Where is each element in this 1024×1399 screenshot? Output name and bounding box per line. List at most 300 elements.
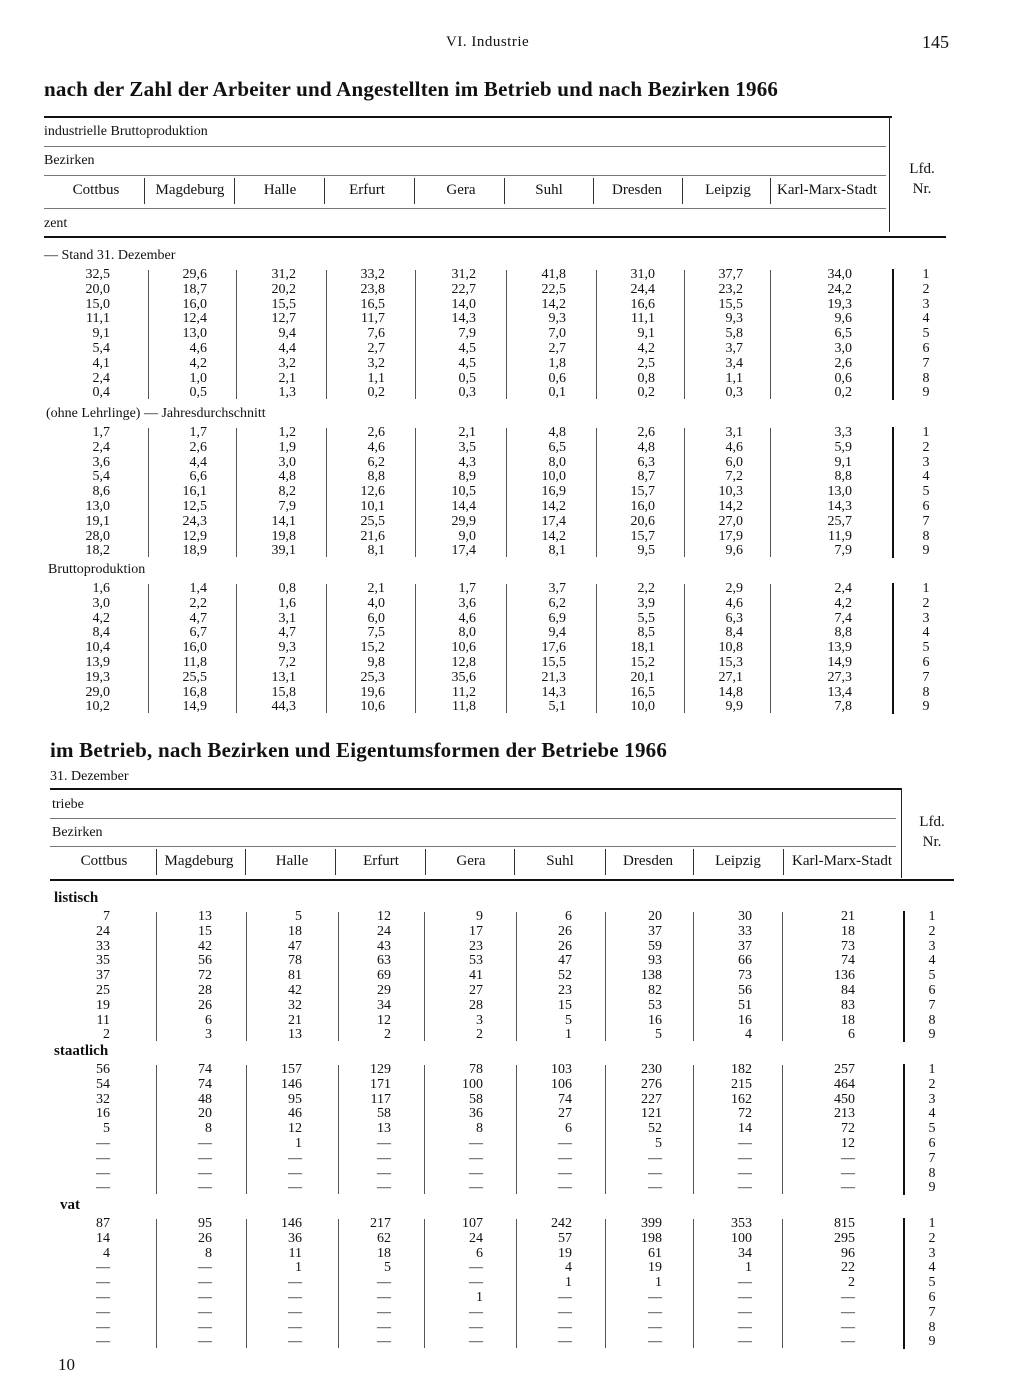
table-cell: — (198, 1260, 212, 1276)
table-cell: 100 (731, 1230, 752, 1246)
section2-rule-1 (50, 818, 896, 819)
block-label: vat (60, 1197, 80, 1213)
table-cell: 37 (738, 938, 752, 954)
table-cell: 13 (288, 1027, 302, 1043)
table-cell: 15,2 (630, 655, 655, 670)
section1-lfd-label (902, 159, 942, 199)
table-cell: 19,1 (85, 513, 110, 529)
table-cell: 14,4 (451, 499, 476, 514)
table-cell: 3,3 (834, 425, 852, 440)
table-cell: 16,5 (630, 684, 655, 700)
column-heading-halle: Halle (263, 182, 297, 198)
table-cell: — (558, 1165, 572, 1181)
table-cell: — (198, 1136, 212, 1151)
table-cell: 17,4 (541, 513, 566, 529)
row-number: 1 (928, 1216, 936, 1231)
section1-title: nach der Zahl der Arbeiter und Angestellten im Betrieb und nach Bezirken 1966 (44, 77, 779, 101)
table-cell: — (377, 1165, 391, 1181)
table-cell: 7 (103, 909, 110, 924)
column-heading-cottbus: Cottbus (80, 853, 128, 869)
column-heading-karl-marx-stadt: Karl-Marx-Stadt (777, 182, 877, 198)
table-cell: 213 (834, 1106, 855, 1122)
table-cell: 2,4 (92, 439, 110, 455)
table-cell: 17 (469, 923, 483, 939)
block-label: Bruttoproduktion (48, 562, 146, 577)
table-cell: — (469, 1165, 483, 1181)
row-number: 3 (922, 296, 930, 312)
table-cell: 4 (745, 1027, 752, 1043)
table-cell: 6,3 (637, 454, 655, 470)
row-number: 9 (922, 543, 930, 559)
table-cell: 2,6 (834, 355, 852, 371)
column-heading-cottbus: Cottbus (72, 182, 120, 198)
table-cell: 8 (205, 1245, 212, 1261)
table-cell: 36 (469, 1106, 483, 1122)
table-cell: 4,1 (92, 355, 110, 371)
table-cell: — (377, 1334, 391, 1350)
table-cell: 16 (648, 1012, 662, 1028)
table-cell: — (288, 1165, 302, 1181)
table-cell: 26 (558, 938, 572, 954)
table-cell: 8,1 (548, 543, 566, 559)
table-cell: 19,6 (360, 684, 385, 700)
table-cell: 6,7 (189, 625, 207, 641)
table-cell: 295 (834, 1230, 855, 1246)
row-number: 7 (928, 997, 936, 1013)
table-cell: 17,9 (718, 528, 743, 544)
row-number: 9 (928, 1334, 936, 1350)
row-number: 1 (928, 1062, 936, 1077)
row-number: 6 (928, 983, 936, 998)
table-cell: 4,2 (189, 355, 207, 371)
table-cell: 12 (288, 1121, 302, 1137)
table-cell: 8,0 (548, 454, 566, 470)
table-cell: 73 (841, 938, 855, 954)
table-cell: 27 (469, 983, 483, 998)
table-cell: 8,4 (92, 625, 110, 641)
table-cell: 9,6 (834, 311, 852, 327)
table-cell: 78 (288, 953, 302, 969)
table-cell: 10,2 (85, 699, 110, 715)
table-cell: 21,6 (360, 528, 385, 544)
table-cell: 7,6 (367, 326, 385, 342)
table-cell: 23,2 (718, 281, 743, 297)
table-cell: 0,3 (725, 385, 743, 401)
table-cell: 4 (103, 1245, 110, 1261)
footer-number: 10 (58, 1355, 75, 1374)
section1-head-row3: zent (44, 216, 68, 231)
row-number: 7 (922, 355, 930, 371)
table-cell: 16,1 (182, 484, 207, 500)
lfd-bar (892, 427, 894, 558)
table-cell: 0,2 (834, 385, 852, 401)
table-cell: 4,6 (725, 595, 743, 611)
table-cell: — (96, 1165, 110, 1181)
table-cell: 95 (288, 1091, 302, 1107)
table-cell: 242 (551, 1216, 572, 1231)
table-cell: 4,5 (458, 341, 476, 356)
table-cell: 4,5 (458, 355, 476, 371)
table-cell: 18 (841, 1012, 855, 1028)
table-cell: — (377, 1180, 391, 1196)
table-cell: 9,8 (367, 655, 385, 670)
table-cell: 28 (469, 997, 483, 1013)
block-label: (ohne Lehrlinge) — Jahresdurchschnitt (46, 406, 266, 421)
table-cell: — (841, 1334, 855, 1350)
table-cell: 0,2 (367, 385, 385, 401)
table-cell: 1,8 (548, 355, 566, 371)
table-cell: 4,6 (458, 610, 476, 626)
row-number: 9 (928, 1180, 936, 1196)
table-cell: 4,4 (189, 454, 207, 470)
row-number: 1 (922, 581, 930, 596)
table-cell: 1,7 (189, 425, 207, 440)
table-cell: 34 (377, 997, 391, 1013)
table-cell: 9,1 (834, 454, 852, 470)
table-cell: — (377, 1304, 391, 1320)
column-separator (770, 270, 771, 399)
table-cell: 6,0 (725, 454, 743, 470)
table-cell: 95 (198, 1216, 212, 1231)
table-cell: 9,3 (278, 640, 296, 656)
table-cell: 129 (370, 1062, 391, 1077)
table-cell: — (288, 1180, 302, 1196)
table-cell: 13 (377, 1121, 391, 1137)
row-number: 4 (928, 953, 936, 969)
column-heading-gera: Gera (456, 853, 486, 869)
table-cell: — (648, 1165, 662, 1181)
table-cell: — (738, 1304, 752, 1320)
table-cell: 52 (558, 968, 572, 984)
table-cell: 4,2 (637, 341, 655, 356)
table-cell: 26 (198, 1230, 212, 1246)
table-cell: 1,2 (278, 425, 296, 440)
table-cell: 3,0 (278, 454, 296, 470)
table-cell: 14 (96, 1230, 110, 1246)
table-cell: 3,4 (725, 355, 743, 371)
table-cell: 18 (377, 1245, 391, 1261)
table-cell: 29,9 (451, 513, 476, 529)
table-cell: 1 (565, 1275, 572, 1291)
table-cell: 106 (551, 1076, 572, 1092)
table-cell: 6 (205, 1012, 212, 1028)
chapter-header: VI. Industrie (446, 34, 530, 50)
table-cell: 19,8 (271, 528, 296, 544)
table-cell: 4,8 (548, 425, 566, 440)
table-cell: 25,5 (360, 513, 385, 529)
table-cell: 138 (641, 968, 662, 984)
table-cell: 23 (558, 983, 572, 998)
table-cell: 8,0 (458, 625, 476, 641)
table-cell: 6 (565, 909, 572, 924)
table-cell: — (288, 1319, 302, 1335)
table-cell: — (558, 1150, 572, 1166)
row-number: 8 (922, 528, 930, 544)
table-cell: 7,9 (834, 543, 852, 559)
table-cell: — (469, 1180, 483, 1196)
table-cell: 353 (731, 1216, 752, 1231)
table-cell: 15 (558, 997, 572, 1013)
row-number: 4 (922, 625, 930, 641)
table-cell: 74 (198, 1062, 212, 1077)
row-number: 7 (922, 669, 930, 685)
row-number: 5 (928, 1275, 936, 1291)
table-cell: — (469, 1260, 483, 1276)
table-cell: 1,7 (92, 425, 110, 440)
row-number: 5 (922, 640, 930, 656)
heading-separator (324, 178, 325, 204)
table-cell: 29,0 (85, 684, 110, 700)
column-heading-leipzig: Leipzig (715, 853, 761, 869)
table-cell: — (648, 1334, 662, 1350)
table-cell: 15,7 (630, 484, 655, 500)
table-cell: 5 (295, 909, 302, 924)
block-label: — Stand 31. Dezember (44, 248, 176, 263)
section2-head-bottom-rule (50, 879, 954, 881)
table-cell: 12,4 (182, 311, 207, 327)
table-cell: — (841, 1290, 855, 1305)
row-number: 2 (922, 439, 930, 455)
table-cell: — (377, 1290, 391, 1305)
table-cell: 37 (648, 923, 662, 939)
table-cell: 10,0 (630, 699, 655, 715)
table-cell: 7,4 (834, 610, 852, 626)
table-cell: 13 (198, 909, 212, 924)
table-cell: 18,2 (85, 543, 110, 559)
table-cell: 52 (648, 1121, 662, 1137)
column-heading-dresden: Dresden (623, 853, 673, 869)
table-cell: 16,0 (630, 499, 655, 514)
row-number: 9 (922, 385, 930, 401)
column-heading-dresden: Dresden (612, 182, 662, 198)
lfd-line2: Nr. (912, 181, 932, 197)
table-cell: 2,7 (548, 341, 566, 356)
table-cell: 4,6 (189, 341, 207, 356)
section1-rule-3 (44, 208, 886, 209)
table-cell: — (377, 1150, 391, 1166)
row-number: 2 (928, 1230, 936, 1246)
table-cell: 2 (476, 1027, 483, 1043)
table-cell: 0,6 (834, 370, 852, 386)
lfd-bar (903, 911, 905, 1042)
table-cell: 17,4 (451, 543, 476, 559)
table-cell: 230 (641, 1062, 662, 1077)
table-cell: — (738, 1334, 752, 1350)
table-cell: 30 (738, 909, 752, 924)
row-number: 2 (922, 281, 930, 297)
table-cell: 7,2 (725, 469, 743, 485)
table-cell: 56 (738, 983, 752, 998)
table-cell: 11,7 (361, 311, 385, 327)
table-cell: 399 (641, 1216, 662, 1231)
section1-rule-1 (44, 146, 886, 147)
table-cell: 33 (738, 923, 752, 939)
table-cell: 0,8 (637, 370, 655, 386)
table-cell: 48 (198, 1091, 212, 1107)
section1-head-row2: Bezirken (44, 153, 95, 168)
table-cell: 10,6 (360, 699, 385, 715)
table-cell: 0,5 (189, 385, 207, 401)
table-cell: 11,8 (452, 699, 476, 715)
row-number: 6 (928, 1290, 936, 1305)
table-cell: 215 (731, 1076, 752, 1092)
heading-separator (682, 178, 683, 204)
table-cell: 10,5 (451, 484, 476, 500)
table-cell: 34 (738, 1245, 752, 1261)
table-cell: 42 (198, 938, 212, 954)
table-cell: 11 (96, 1012, 110, 1028)
table-cell: — (96, 1290, 110, 1305)
table-cell: — (738, 1319, 752, 1335)
table-cell: — (738, 1136, 752, 1151)
table-cell: 146 (281, 1216, 302, 1231)
table-cell: — (198, 1290, 212, 1305)
table-cell: 24 (96, 923, 110, 939)
table-cell: 19 (96, 997, 110, 1013)
table-cell: 8,6 (92, 484, 110, 500)
table-cell: 13,9 (827, 640, 852, 656)
row-number: 2 (928, 1076, 936, 1092)
table-cell: 3,5 (458, 439, 476, 455)
column-heading-magdeburg: Magdeburg (155, 182, 225, 198)
heading-separator (245, 849, 246, 875)
table-cell: 13,9 (85, 655, 110, 670)
block-label: listisch (54, 890, 99, 906)
table-cell: 72 (198, 968, 212, 984)
table-cell: 6 (565, 1121, 572, 1137)
column-heading-magdeburg: Magdeburg (164, 853, 234, 869)
table-cell: 41 (469, 968, 483, 984)
table-cell: 9,9 (725, 699, 743, 715)
table-cell: — (377, 1319, 391, 1335)
table-cell: 2 (848, 1275, 855, 1291)
lfd-bar (903, 1064, 905, 1195)
table-cell: 6,6 (189, 469, 207, 485)
table-cell: 4 (565, 1260, 572, 1276)
table-cell: — (96, 1319, 110, 1335)
section2-rule-2 (50, 846, 896, 847)
table-cell: 25 (96, 983, 110, 998)
table-cell: 72 (841, 1121, 855, 1137)
table-cell: 53 (469, 953, 483, 969)
table-cell: 7,9 (458, 326, 476, 342)
table-cell: 4,0 (367, 595, 385, 611)
lfd-bar (892, 583, 894, 714)
table-cell: 2 (384, 1027, 391, 1043)
table-cell: 93 (648, 953, 662, 969)
heading-separator (514, 849, 515, 875)
table-cell: 62 (377, 1230, 391, 1246)
table-cell: 12,9 (182, 528, 207, 544)
row-number: 7 (928, 1304, 936, 1320)
row-number: 6 (922, 499, 930, 514)
table-cell: 56 (96, 1062, 110, 1077)
table-cell: 1 (476, 1290, 483, 1305)
table-cell: 14,1 (271, 513, 296, 529)
table-cell: 15,8 (271, 684, 296, 700)
table-cell: 51 (738, 997, 752, 1013)
table-cell: 13,0 (182, 326, 207, 342)
row-number: 5 (928, 968, 936, 984)
table-cell: 14,8 (718, 684, 743, 700)
table-cell: 59 (648, 938, 662, 954)
table-cell: 22,7 (451, 281, 476, 297)
table-cell: — (288, 1290, 302, 1305)
table-cell: 5,8 (725, 326, 743, 342)
table-cell: 3,7 (548, 581, 566, 596)
section1-top-rule (44, 116, 892, 118)
table-cell: 69 (377, 968, 391, 984)
table-cell: 13,0 (85, 499, 110, 514)
section1-rule-2 (44, 175, 886, 176)
table-cell: 1,1 (725, 370, 743, 386)
table-cell: 2,1 (278, 370, 296, 386)
table-cell: 18 (288, 923, 302, 939)
table-cell: 6,0 (367, 610, 385, 626)
table-cell: 14,0 (451, 296, 476, 312)
table-cell: 15,0 (85, 296, 110, 312)
table-cell: 28 (198, 983, 212, 998)
table-cell: — (738, 1180, 752, 1196)
section1-head-row1: industrielle Bruttoproduktion (44, 124, 208, 139)
table-cell: 12,5 (182, 499, 207, 514)
table-cell: 35 (96, 953, 110, 969)
table-cell: 3,6 (92, 454, 110, 470)
table-cell: 5 (655, 1027, 662, 1043)
table-cell: — (469, 1304, 483, 1320)
table-cell: 3,1 (278, 610, 296, 626)
table-cell: 26 (198, 997, 212, 1013)
table-cell: 6 (848, 1027, 855, 1043)
table-cell: 11,1 (631, 311, 655, 327)
table-cell: — (738, 1165, 752, 1181)
table-cell: — (648, 1304, 662, 1320)
table-cell: 1,6 (278, 595, 296, 611)
table-cell: 16,6 (630, 296, 655, 312)
section1-lfd-separator (889, 116, 890, 232)
table-cell: 12,6 (360, 484, 385, 500)
row-number: 6 (922, 341, 930, 356)
table-cell: 20,6 (630, 513, 655, 529)
table-cell: 1,4 (189, 581, 207, 596)
table-cell: 15,5 (271, 296, 296, 312)
table-cell: — (738, 1150, 752, 1166)
table-cell: 182 (731, 1062, 752, 1077)
table-cell: 12 (377, 1012, 391, 1028)
table-cell: — (96, 1334, 110, 1350)
table-cell: 7,9 (278, 499, 296, 514)
table-cell: 1,1 (367, 370, 385, 386)
table-cell: — (558, 1136, 572, 1151)
table-cell: 4,2 (834, 595, 852, 611)
table-cell: 84 (841, 983, 855, 998)
table-cell: 9 (476, 909, 483, 924)
table-cell: 4,6 (367, 439, 385, 455)
table-cell: 24,3 (182, 513, 207, 529)
table-cell: 14,2 (541, 296, 566, 312)
table-cell: — (648, 1319, 662, 1335)
row-number: 1 (922, 425, 930, 440)
column-heading-gera: Gera (446, 182, 476, 198)
table-cell: 16,5 (360, 296, 385, 312)
section2-head-row1: triebe (52, 797, 84, 812)
row-number: 3 (928, 938, 936, 954)
table-cell: 198 (641, 1230, 662, 1246)
table-cell: 1,6 (92, 581, 110, 596)
table-cell: 32 (96, 1091, 110, 1107)
table-cell: 16,8 (182, 684, 207, 700)
table-cell: 7,5 (367, 625, 385, 641)
